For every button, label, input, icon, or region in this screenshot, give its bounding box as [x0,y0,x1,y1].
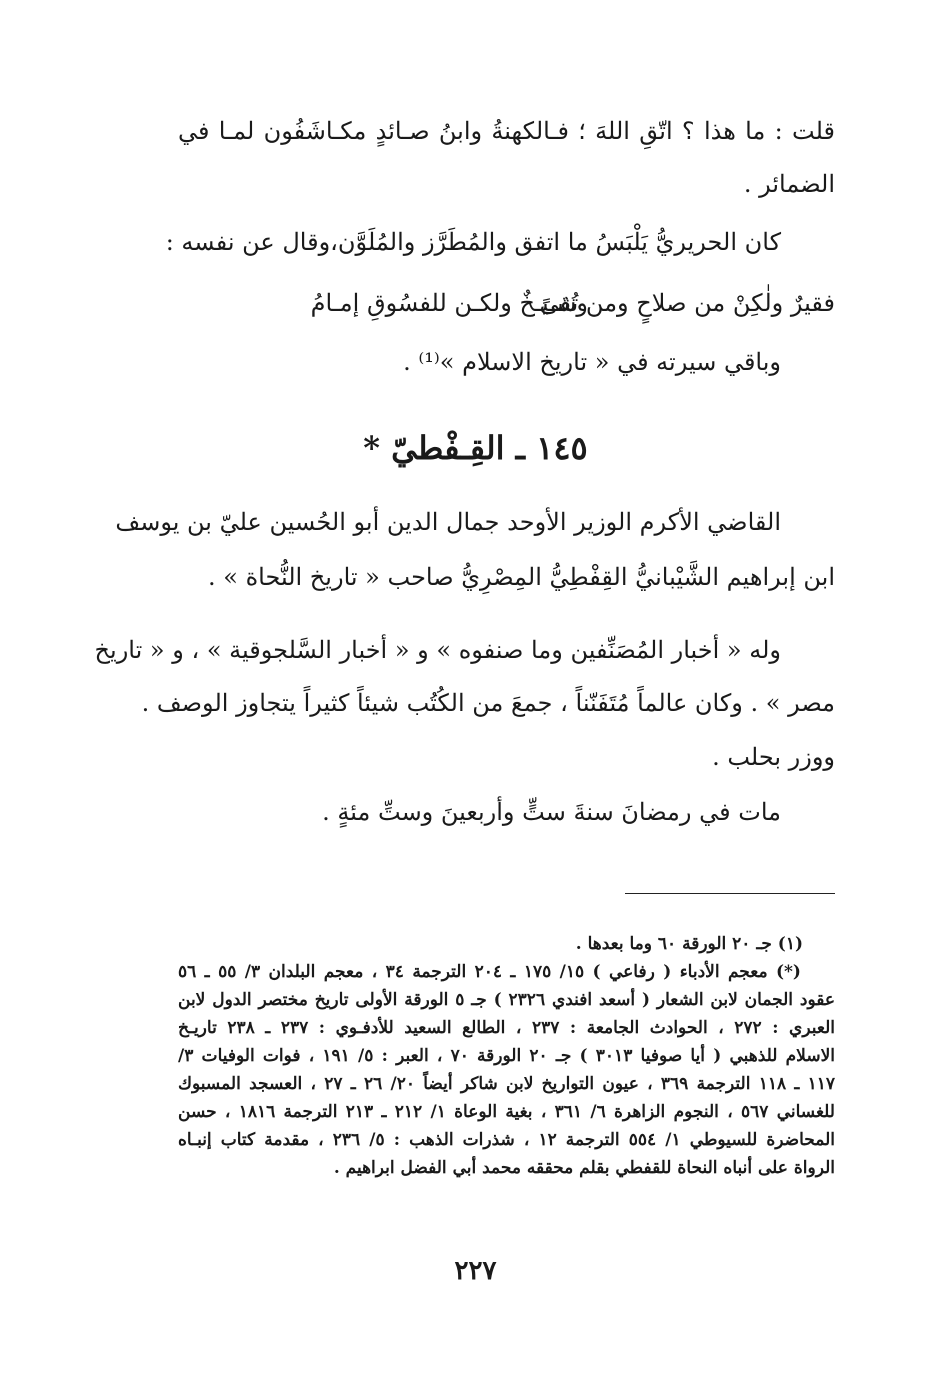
body-text-line: كان الحريريُّ يَلْبَسُ ما اتفق والمُطَرَّز والمُلَوَّن،وقال عن نفسه : [165,228,781,256]
verse-hemistich-left: وشـيـخٌ ولكـن للفسُوقِ إمـامُ [310,289,588,317]
body-text-line: مات في رمضانَ سنةَ ستٍّ وأربعينَ وستِّ مئةٍ . [322,798,781,826]
footnote-line: المحاضرة للسيوطي ١/ ٥٥٤ الترجمة ١٢ ، شذرات الذهب : ٥/ ٢٣٦ ، مقدمة كتاب إنبـاه [178,1130,835,1150]
body-text-line: وباقي سيرته في « تاريخ الاسلام »⁽¹⁾ . [403,348,781,376]
entry-heading: ١٤٥ ـ القِـفْطيّ * [363,429,588,467]
footnote-line: للغساني ٥٦٧ ، النجوم الزاهرة ٦/ ٣٦١ ، بغية الوعاة ١/ ٢١٢ ـ ٢١٣ الترجمة ١٨١٦ ، حسن [178,1102,835,1122]
body-text-line: ووزر بحلب . [712,743,835,771]
page-number: ٢٢٧ [454,1256,497,1286]
footnote-line: الرواة على أنباه النحاة للقفطي بقلم محققه محمد أبي الفضل ابراهيم . [333,1158,835,1178]
footnote-line: عقود الجمان لابن الشعار ( أسعد افندي ٢٣٢٦ ) جـ ٥ الورقة الأولى تاريخ مختصر الدول لابن [178,990,836,1010]
body-text-line: الضمائر . [743,170,835,198]
footnote-line: (*) معجم الأدباء ( رفاعي ) ١٥/ ١٧٥ ـ ٢٠٤ الترجمة ٣٤ ، معجم البلدان ٣/ ٥٥ ـ ٥٦ [178,962,801,982]
body-text-line: وله « أخبار المُصَنِّفين وما صنفوه » و « أخبار السَّلجوقية » ، و « تاريخ [94,636,781,664]
body-text-line: ابن إبراهيم الشَّيْبانيُّ القِفْطِيُّ المِصْرِيُّ صاحب « تاريخ النُّحاة » . [208,563,835,591]
body-text-line: القاضي الأكرم الوزير الأوحد جمال الدين أبو الحُسين عليّ بن يوسف [115,508,781,536]
footnote-line: الاسلام للذهبي ( أيا صوفيا ٣٠١٣ ) جـ ٢٠ الورقة ٧٠ ، العبر : ٥/ ١٩١ ، فوات الوفيات ٣/ [178,1046,835,1066]
verse-hemistich-right: فقيرٌ ولٰكِنْ من صلاحٍ ومن تُقىً [539,289,835,317]
footnote-line: العبري : ٢٧٢ ، الحوادث الجامعة : ٢٣٧ ، الطالع السعيد للأدفـوي : ٢٣٧ ـ ٢٣٨ تاريـخ [178,1018,835,1038]
footnote-line: ١١٧ ـ ١١٨ الترجمة ٣٦٩ ، عيون التواريخ لابن شاكر أيضاً ٢٠/ ٢٦ ـ ٢٧ ، العسجد المسبوك [178,1074,835,1094]
body-text-line: مصر » . وكان عالماً مُتَفَنّناً ، جمعَ من الكُتُب شيئاً كثيراً يتجاوز الوصف . [141,689,835,717]
footnote-separator [625,893,835,894]
footnote-line: (١) جـ ٢٠ الورقة ٦٠ وما بعدها . [575,934,803,954]
body-text-line: قلت : ما هذا ؟ اتّقِ اللهَ ؛ فـالكهنةُ وابنُ صـائدٍ مكـاشَفُون لمـا في [178,117,835,145]
